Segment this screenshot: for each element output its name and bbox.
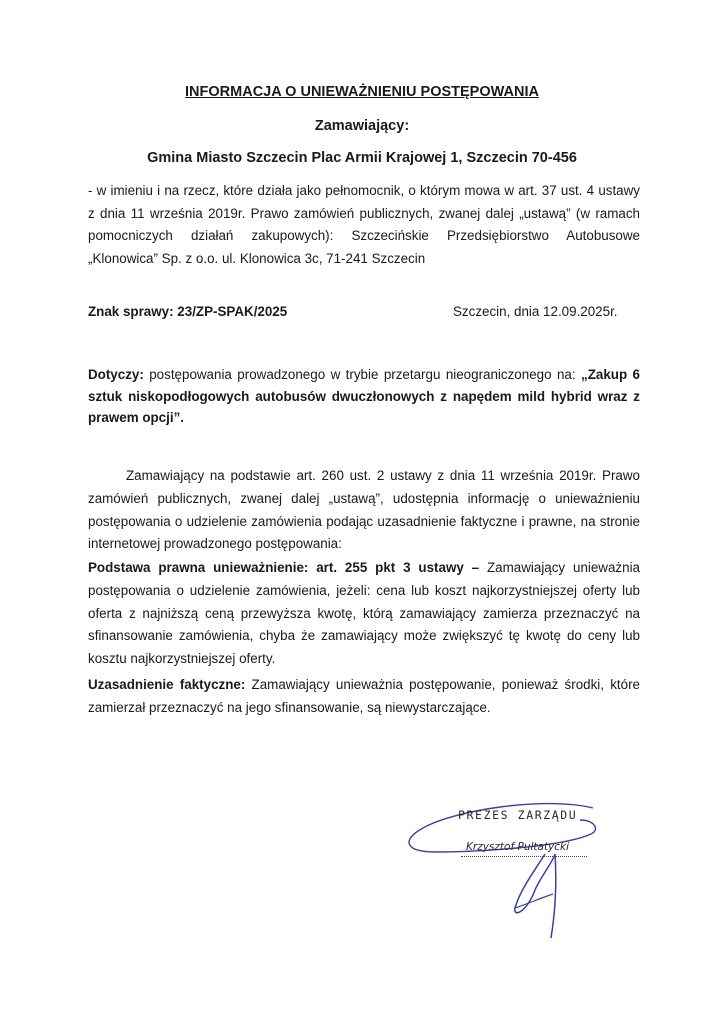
factual-basis-text: Zamawiający unieważnia postępowanie, ponieważ środki, które zamierzał przeznaczyć na jego sfinansowanie, są niewystarczające. xyxy=(88,677,640,715)
subject-text: postępowania prowadzonego w trybie przetargu nieograniczonego na: xyxy=(143,367,581,382)
legal-basis-label: Podstawa prawna unieważnienie: art. 255 pkt 3 ustawy – xyxy=(88,560,480,575)
legal-basis-paragraph xyxy=(88,557,640,671)
organization-name: Gmina Miasto Szczecin Plac Armii Krajowej 1, Szczecin 70-456 xyxy=(147,150,577,166)
subject-label: Dotyczy: xyxy=(88,367,144,382)
contracting-authority-heading: Zamawiający: xyxy=(314,118,410,134)
legal-basis-text: Zamawiający unieważnia postępowania o udzielenie zamówienia, jeżeli: cena lub koszt najkorzystniejszej oferty lub oferta z najniższą ceną przewyższa kwotę, którą zamawiający zamierza przeznaczyć na sfinansowanie zamówienia, chyba że zamawiający może zwiększyć tę kwotę do ceny lub kosztu najkorzystniejszej oferty. xyxy=(88,560,640,667)
intro-paragraph: - w imieniu i na rzecz, które działa jako pełnomocnik, o którym mowa w art. 37 ust. 4 ustawy z dnia 11 września 2019r. Prawo zamówień publicznych, zwanej dalej „ustawą” (w ramach pomocniczych działań zakupowych): Szczecińskie Przedsiębiorstwo Autobusowe „Klonowica” Sp. z o.o. ul. Klonowica 3c, 71-241 Szczecin xyxy=(88,183,640,266)
notice-paragraph: Zamawiający na podstawie art. 260 ust. 2 ustawy z dnia 11 września 2019r. Prawo zamówień publicznych, zwanej dalej „ustawą”, udostępnia informację o unieważnieniu postępowania o udzielenie zamówienia podając uzasadnienie faktyczne i prawne, na stronie internetowej prowadzonego postępowania: xyxy=(88,468,640,552)
stamp-role: PREZES ZARZĄDU xyxy=(458,808,578,822)
subject-title: „Zakup 6 sztuk niskopodłogowych autobusów dwuczłonowych z napędem mild hybrid wraz z prawem opcji”. xyxy=(88,367,640,425)
subject-paragraph xyxy=(88,364,640,429)
document-title: INFORMACJA O UNIEWAŻNIENIU POSTĘPOWANIA xyxy=(185,84,539,100)
factual-basis-paragraph xyxy=(88,674,640,720)
document-date: Szczecin, dnia 12.09.2025r. xyxy=(453,304,618,319)
stamp-name: Krzysztof Pultatycki xyxy=(466,841,570,853)
stamp-underline xyxy=(461,856,587,857)
case-number: Znak sprawy: 23/ZP-SPAK/2025 xyxy=(88,304,288,319)
factual-basis-label: Uzasadnienie faktyczne: xyxy=(88,677,246,692)
